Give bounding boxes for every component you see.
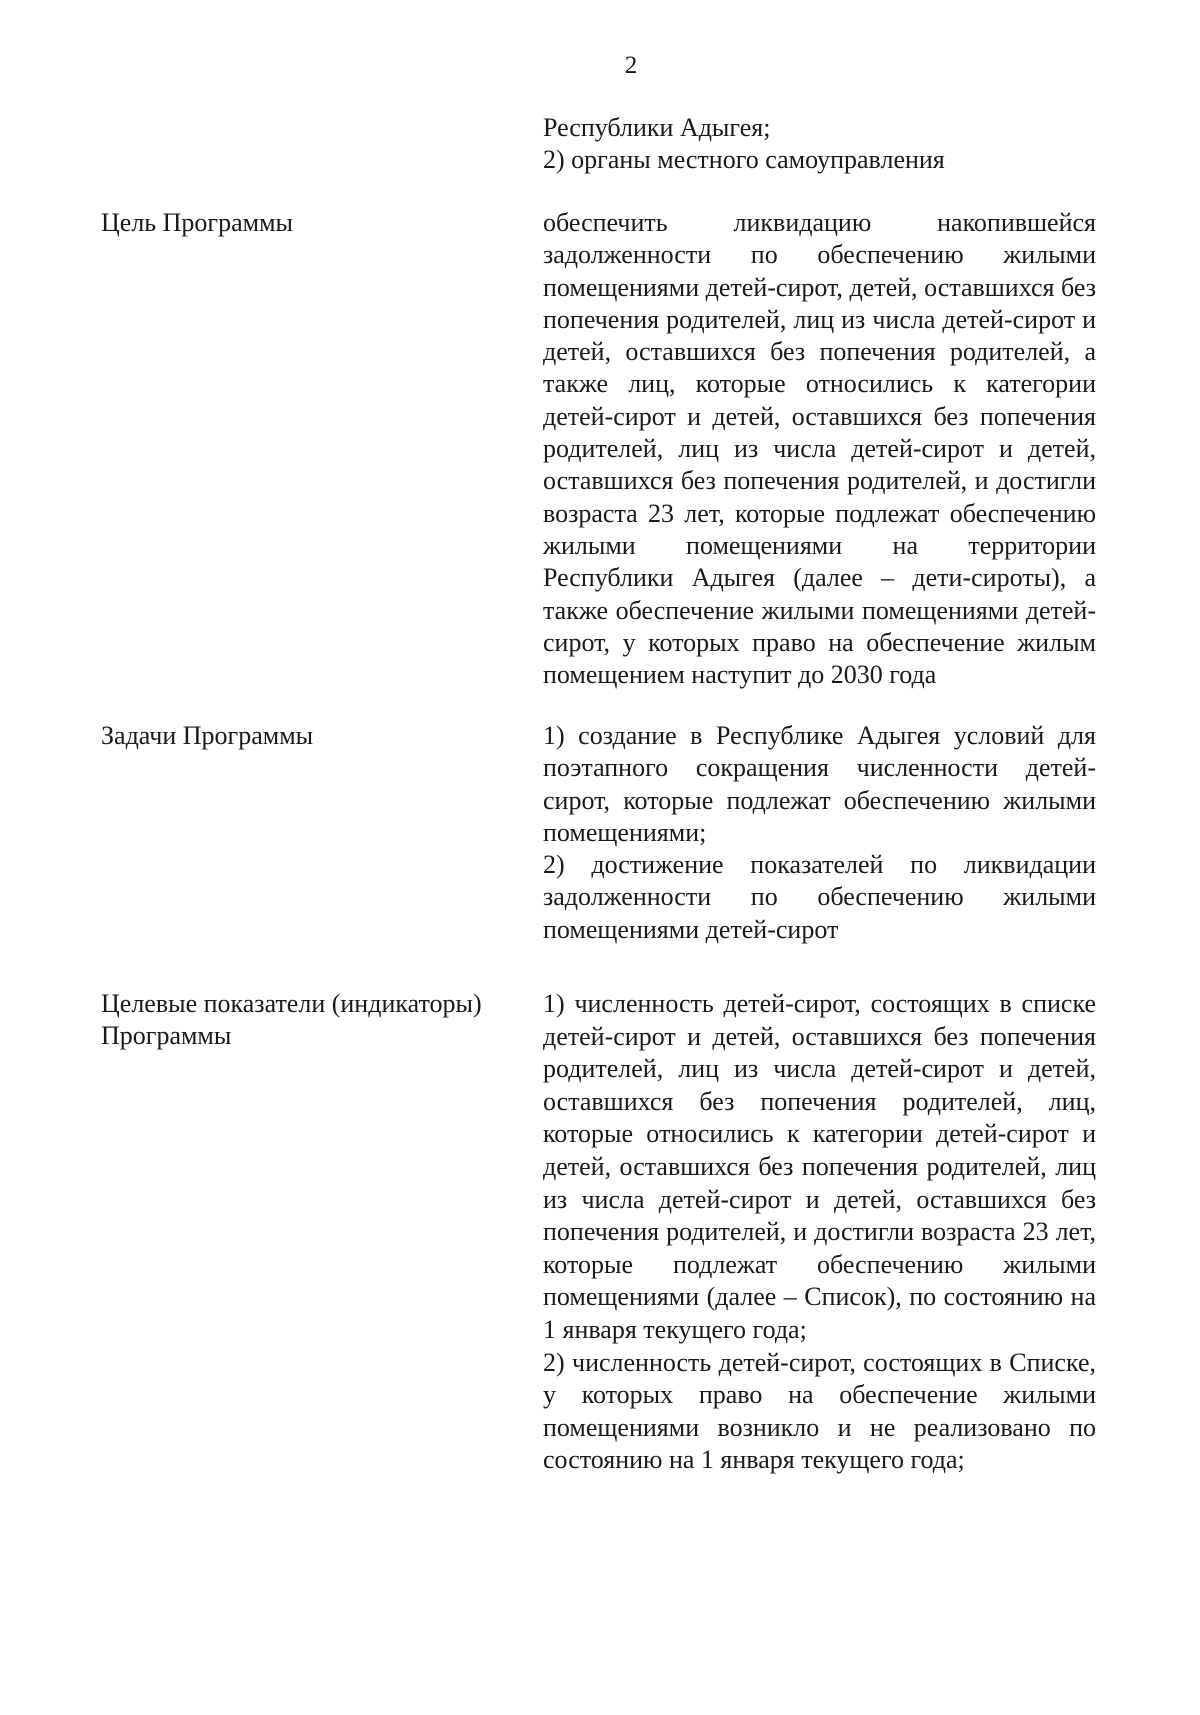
- indicator-item-1: 1) численность детей-сирот, состоящих в списке детей-сирот и детей, оставшихся без попечения родителей, лиц из числа детей-сирот и детей, оставшихся без попечения родителей, лиц, которые относились к категории детей-сирот и детей, оставшихся без попечения родителей, лиц из числа детей-сирот и детей, оставшихся без попечения родителей, и достигли возраста 23 лет, которые подлежат обеспечению жилыми помещениями (далее – Список), по состоянию на 1 января текущего года;: [543, 989, 1096, 1344]
- indicators-label-line-1: Целевые показатели (индикаторы): [101, 989, 482, 1018]
- page-number: 2: [624, 52, 638, 79]
- goal-text: [543, 207, 1096, 691]
- tasks-label: Задачи Программы: [101, 721, 314, 750]
- goal-paragraph: обеспечить ликвидацию накопившейся задолженности по обеспечению жилыми помещениями детей-сирот, детей, оставшихся без попечения родителей, лиц из числа детей-сирот и детей, оставшихся без попечения родителей, а также лиц, которые относились к категории детей-сирот и детей, оставшихся без попечения родителей, лиц из числа детей-сирот и детей, оставшихся без попечения родителей, и достигли возраста 23 лет, которые подлежат обеспечению жилыми помещениями на территории Республики Адыгея (далее – дети-сироты), а также обеспечение жилыми помещениями детей-сирот, у которых право на обеспечение жилым помещением наступит до 2030 года: [543, 208, 1096, 690]
- indicators-text: [543, 988, 1096, 1477]
- task-item-1: 1) создание в Республике Адыгея условий для поэтапного сокращения численности детей-сирот, которые подлежат обеспечению жилыми помещениями;: [543, 721, 1096, 847]
- goal-label: Цель Программы: [101, 208, 294, 237]
- task-item-2: 2) достижение показателей по ликвидации задолженности по обеспечению жилыми помещениями детей-сирот: [543, 850, 1096, 944]
- executors-line-2: 2) органы местного самоуправления: [543, 145, 945, 175]
- indicator-item-2: 2) численность детей-сирот, состоящих в Списке, у которых право на обеспечение жилыми помещениями возникло и не реализовано по состоянию на 1 января текущего года;: [543, 1347, 1096, 1475]
- executors-continuation: [543, 112, 1096, 177]
- indicators-label-line-2: Программы: [101, 1021, 232, 1050]
- executors-line-1: Республики Адыгея;: [543, 113, 771, 142]
- tasks-text: [543, 720, 1096, 946]
- indicators-label: [101, 988, 482, 1052]
